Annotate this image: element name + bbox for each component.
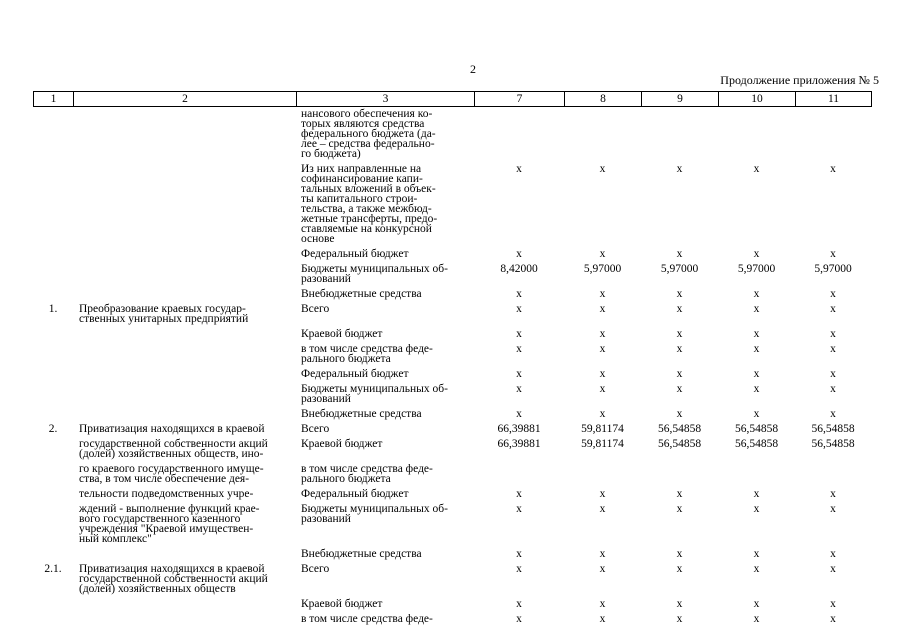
- source-line: Федеральный бюджет: [301, 248, 409, 260]
- row-number: 1.: [48, 303, 58, 315]
- table-row: [33, 302, 871, 327]
- table-row: [33, 597, 871, 612]
- value-cell: x: [516, 343, 522, 355]
- description-line: ный комплекс": [79, 533, 152, 545]
- description-line: ства, в том числе обеспечение дея-: [79, 473, 250, 485]
- funding-source: [296, 247, 474, 262]
- table-row: [33, 162, 871, 247]
- value-cell: 56,54858: [734, 438, 779, 450]
- funding-source: [296, 382, 474, 407]
- value-cell: x: [830, 503, 836, 515]
- value-cell: x: [753, 303, 760, 315]
- value-cell: 66,39881: [497, 423, 541, 435]
- column-number-header: [33, 91, 872, 107]
- value-cell: x: [676, 343, 683, 355]
- value-cell: x: [830, 343, 836, 355]
- funding-source: [296, 162, 474, 247]
- table-row: [33, 502, 871, 547]
- source-line: нансового обеспечения ко-: [301, 108, 433, 120]
- source-line: Внебюджетные средства: [301, 408, 422, 420]
- source-line: софинансирование капи-: [301, 173, 423, 185]
- value-cell: x: [753, 163, 760, 175]
- value-cell: 56,54858: [811, 438, 855, 450]
- value-cell: x: [516, 563, 522, 575]
- source-line: торых являются средства: [301, 118, 425, 130]
- value-cell: x: [676, 248, 683, 260]
- description-line: учреждения "Краевой имуществен-: [79, 523, 254, 535]
- source-line: рального бюджета: [301, 353, 391, 365]
- value-cell: x: [753, 503, 760, 515]
- value-cell: x: [599, 383, 606, 395]
- value-cell: x: [676, 408, 683, 420]
- value-cell: x: [516, 383, 522, 395]
- row-number: [33, 597, 73, 612]
- value-cell: 5,97000: [814, 263, 852, 275]
- value-cell: 5,97000: [737, 263, 776, 275]
- header-col-5: 9: [642, 92, 719, 107]
- measure-description: [73, 302, 296, 327]
- measure-description: [73, 107, 296, 162]
- table-row: [33, 287, 871, 302]
- row-number: [33, 367, 73, 382]
- table-row: [33, 407, 871, 422]
- value-cell: 59,81174: [581, 438, 624, 450]
- header-col-0: 1: [34, 92, 74, 107]
- measure-description: [73, 487, 296, 502]
- source-line: Внебюджетные средства: [301, 288, 422, 300]
- value-cell: x: [599, 488, 606, 500]
- value-cell: x: [599, 163, 606, 175]
- value-cell: x: [753, 613, 760, 625]
- value-cell: x: [830, 368, 836, 380]
- row-number: [33, 407, 73, 422]
- value-cell: x: [516, 503, 522, 515]
- table-row: [33, 247, 871, 262]
- row-number: [33, 327, 73, 342]
- value-cell: [795, 462, 871, 487]
- measure-description: [73, 247, 296, 262]
- value-cell: x: [599, 598, 606, 610]
- value-cell: x: [516, 328, 522, 340]
- value-cell: x: [830, 328, 836, 340]
- value-cell: x: [753, 343, 760, 355]
- source-line: жетные трансферты, предо-: [301, 213, 438, 225]
- measure-description: [73, 407, 296, 422]
- table-body: [33, 107, 871, 640]
- measure-description: [73, 612, 296, 627]
- funding-source: [296, 422, 474, 437]
- funding-source: [296, 462, 474, 487]
- source-line: разований: [301, 393, 351, 405]
- row-number: [33, 247, 73, 262]
- header-col-1: 2: [74, 92, 297, 107]
- value-cell: x: [753, 248, 760, 260]
- measure-description: [73, 382, 296, 407]
- source-line: тельства, а также межбюд-: [301, 203, 432, 215]
- value-cell: x: [516, 248, 522, 260]
- value-cell: x: [676, 288, 683, 300]
- funding-source: [296, 437, 474, 462]
- table-row: [33, 367, 871, 382]
- value-cell: [718, 462, 795, 487]
- value-cell: x: [599, 563, 606, 575]
- table-row: [33, 462, 871, 487]
- funding-source: [296, 597, 474, 612]
- description-line: (долей) хозяйственных обществ, ино-: [79, 448, 264, 460]
- value-cell: x: [753, 368, 760, 380]
- description-line: тельности подведомственных учре-: [79, 488, 254, 500]
- row-number: [33, 547, 73, 562]
- source-line: в том числе средства феде-: [301, 343, 433, 355]
- value-cell: x: [830, 288, 836, 300]
- value-cell: x: [753, 563, 760, 575]
- funding-source: [296, 367, 474, 382]
- source-line: Краевой бюджет: [301, 598, 383, 610]
- value-cell: x: [599, 548, 606, 560]
- appendix-continuation-label: Продолжение приложения № 5: [720, 73, 879, 87]
- page-number: 2: [470, 62, 476, 76]
- header-col-7: 11: [796, 92, 872, 107]
- value-cell: [718, 107, 795, 162]
- description-line: государственной собственности акций: [79, 438, 268, 450]
- source-line: Федеральный бюджет: [301, 488, 409, 500]
- value-cell: x: [516, 548, 522, 560]
- row-number: [33, 162, 73, 247]
- row-number: [33, 462, 73, 487]
- source-line: го бюджета): [301, 148, 361, 160]
- source-line: Внебюджетные средства: [301, 548, 422, 560]
- value-cell: 5,97000: [660, 263, 699, 275]
- funding-source: [296, 612, 474, 627]
- row-number: [33, 262, 73, 287]
- table-row: [33, 612, 871, 627]
- description-line: ждений - выполнение функций крае-: [79, 503, 260, 515]
- source-line: разований: [301, 273, 351, 285]
- table-row: [33, 382, 871, 407]
- measure-description: [73, 287, 296, 302]
- measure-description: [73, 547, 296, 562]
- header-col-4: 8: [565, 92, 642, 107]
- funding-source: [296, 502, 474, 547]
- value-cell: x: [516, 613, 522, 625]
- value-cell: x: [676, 548, 683, 560]
- value-cell: x: [753, 383, 760, 395]
- description-line: Преобразование краевых государ-: [79, 303, 246, 315]
- row-number: [33, 502, 73, 547]
- value-cell: [795, 107, 871, 162]
- source-line: федерального бюджета (да-: [301, 128, 436, 140]
- value-cell: [474, 107, 564, 162]
- description-line: вого государственного казенного: [79, 513, 241, 525]
- source-line: ставляемые на конкурсной: [301, 223, 432, 235]
- value-cell: x: [676, 563, 683, 575]
- measure-description: [73, 327, 296, 342]
- funding-source: [296, 262, 474, 287]
- value-cell: x: [676, 488, 683, 500]
- source-line: Бюджеты муниципальных об-: [301, 503, 448, 515]
- source-line: рального бюджета: [301, 473, 391, 485]
- value-cell: x: [599, 613, 606, 625]
- row-number: [33, 107, 73, 162]
- source-line: основе: [301, 233, 335, 245]
- value-cell: x: [676, 613, 683, 625]
- value-cell: [564, 107, 641, 162]
- measure-description: [73, 462, 296, 487]
- measure-description: [73, 502, 296, 547]
- header-col-6: 10: [719, 92, 796, 107]
- table-row: [33, 342, 871, 367]
- measure-description: [73, 437, 296, 462]
- row-number: [33, 437, 73, 462]
- description-line: государственной собственности акций: [79, 573, 268, 585]
- header-col-3: 7: [475, 92, 565, 107]
- value-cell: x: [830, 488, 836, 500]
- row-number: [33, 487, 73, 502]
- value-cell: 66,39881: [497, 438, 541, 450]
- value-cell: x: [830, 563, 836, 575]
- value-cell: x: [516, 288, 522, 300]
- table-row: [33, 487, 871, 502]
- source-line: в том числе средства феде-: [301, 463, 433, 475]
- source-line: Всего: [301, 303, 330, 315]
- funding-source: [296, 342, 474, 367]
- source-line: Из них направленные на: [301, 163, 422, 175]
- value-cell: x: [599, 288, 606, 300]
- value-cell: x: [516, 303, 522, 315]
- table-row: [33, 547, 871, 562]
- value-cell: x: [599, 408, 606, 420]
- value-cell: x: [830, 383, 836, 395]
- description-line: Приватизация находящихся в краевой: [79, 563, 265, 575]
- description-line: (долей) хозяйственных обществ: [79, 583, 236, 595]
- value-cell: [641, 462, 718, 487]
- funding-source: [296, 287, 474, 302]
- value-cell: [474, 462, 564, 487]
- funding-source: [296, 327, 474, 342]
- value-cell: x: [516, 368, 522, 380]
- measure-description: [73, 342, 296, 367]
- value-cell: x: [830, 613, 836, 625]
- value-cell: 5,97000: [583, 263, 622, 275]
- table-row: [33, 562, 871, 597]
- row-number: [33, 287, 73, 302]
- value-cell: x: [830, 408, 836, 420]
- value-cell: x: [830, 163, 836, 175]
- value-cell: [564, 462, 641, 487]
- value-cell: x: [676, 163, 683, 175]
- table-row: [33, 437, 871, 462]
- source-line: разований: [301, 513, 351, 525]
- source-line: Краевой бюджет: [301, 328, 383, 340]
- value-cell: [641, 107, 718, 162]
- source-line: Всего: [301, 423, 330, 435]
- source-line: тальных вложений в объек-: [301, 183, 436, 195]
- value-cell: x: [599, 248, 606, 260]
- value-cell: x: [676, 503, 683, 515]
- funding-source: [296, 487, 474, 502]
- value-cell: x: [830, 548, 836, 560]
- value-cell: x: [516, 163, 522, 175]
- value-cell: 56,54858: [657, 438, 702, 450]
- value-cell: x: [516, 598, 522, 610]
- table-row: [33, 422, 871, 437]
- value-cell: 8,42000: [500, 263, 538, 275]
- row-number: 2.: [48, 423, 58, 435]
- value-cell: x: [830, 248, 836, 260]
- source-line: Краевой бюджет: [301, 438, 383, 450]
- value-cell: x: [516, 488, 522, 500]
- value-cell: x: [676, 368, 683, 380]
- value-cell: x: [753, 598, 760, 610]
- description-line: Приватизация находящихся в краевой: [79, 423, 265, 435]
- source-line: Федеральный бюджет: [301, 368, 409, 380]
- value-cell: x: [753, 288, 760, 300]
- source-line: в том числе средства феде-: [301, 613, 433, 625]
- measure-description: [73, 262, 296, 287]
- row-number: [33, 612, 73, 627]
- row-number: [33, 342, 73, 367]
- value-cell: x: [676, 598, 683, 610]
- value-cell: x: [599, 303, 606, 315]
- funding-source: [296, 562, 474, 597]
- measure-description: [73, 562, 296, 597]
- value-cell: x: [676, 328, 683, 340]
- funding-source: [296, 107, 474, 162]
- value-cell: 59,81174: [581, 423, 624, 435]
- value-cell: x: [599, 328, 606, 340]
- measure-description: [73, 597, 296, 612]
- value-cell: x: [753, 328, 760, 340]
- measure-description: [73, 162, 296, 247]
- measure-description: [73, 367, 296, 382]
- value-cell: x: [830, 303, 836, 315]
- value-cell: x: [599, 343, 606, 355]
- funding-source: [296, 302, 474, 327]
- data-table: [33, 107, 871, 627]
- table-row: [33, 107, 871, 162]
- value-cell: x: [753, 488, 760, 500]
- source-line: лее – средства федерально-: [301, 138, 435, 150]
- value-cell: 56,54858: [811, 423, 855, 435]
- value-cell: x: [599, 503, 606, 515]
- header-row: [34, 92, 872, 107]
- row-number: [33, 382, 73, 407]
- source-line: ты капитального строи-: [301, 193, 418, 205]
- measure-description: [73, 422, 296, 437]
- value-cell: x: [753, 548, 760, 560]
- header-col-2: 3: [297, 92, 475, 107]
- value-cell: x: [753, 408, 760, 420]
- source-line: Бюджеты муниципальных об-: [301, 383, 448, 395]
- table-row: [33, 262, 871, 287]
- funding-source: [296, 407, 474, 422]
- source-line: Бюджеты муниципальных об-: [301, 263, 448, 275]
- description-line: го краевого государственного имуще-: [79, 463, 264, 475]
- value-cell: x: [676, 383, 683, 395]
- description-line: ственных унитарных предприятий: [79, 313, 249, 325]
- source-line: Всего: [301, 563, 330, 575]
- row-number: 2.1.: [44, 563, 62, 575]
- value-cell: x: [830, 598, 836, 610]
- value-cell: x: [676, 303, 683, 315]
- value-cell: x: [599, 368, 606, 380]
- value-cell: 56,54858: [657, 423, 702, 435]
- value-cell: 56,54858: [734, 423, 779, 435]
- funding-source: [296, 547, 474, 562]
- value-cell: x: [516, 408, 522, 420]
- table-row: [33, 327, 871, 342]
